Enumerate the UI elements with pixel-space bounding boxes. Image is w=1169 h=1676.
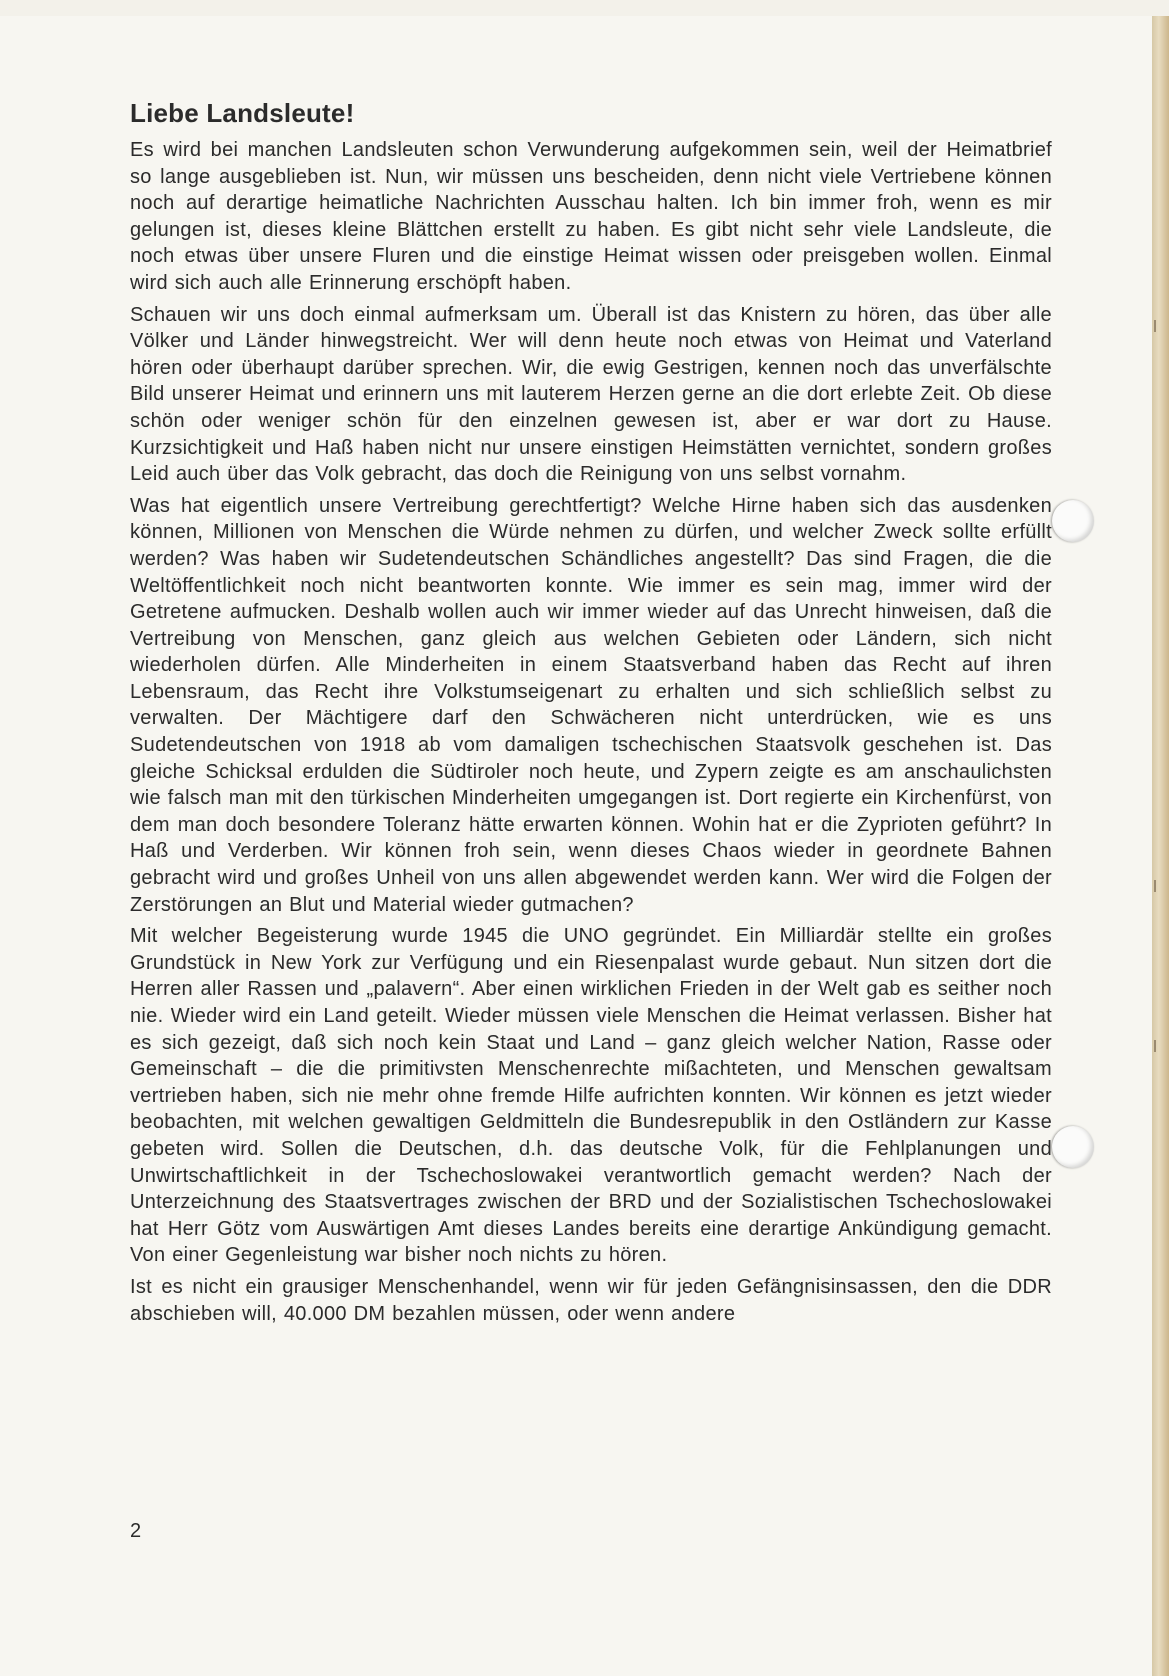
page-edge-mark	[1154, 320, 1162, 332]
paragraph: Schauen wir uns doch einmal aufmerksam um. Überall ist das Knistern zu hören, das über alle Völker und Länder hinwegstreicht. Wer will denn heute noch etwas von Heimat und Vaterland hören oder überhaupt darüber sprechen. Wir, die ewig Gestrigen, kennen noch das unverfälschte Bild unserer Heimat und erinnern uns mit lauterem Herzen gerne an die dort erlebte Zeit. Ob diese schön oder weniger schön für den einzelnen gewesen ist, aber er war dort zu Hause. Kurzsichtigkeit und Haß haben nicht nur unsere einstigen Heimstätten vernichtet, sondern großes Leid auch über das Volk gebracht, das doch die Reinigung von uns selbst vornahm.	[130, 303, 1052, 486]
page-edge-mark	[1154, 1040, 1162, 1052]
page-edge	[1152, 16, 1169, 1676]
paragraph: Ist es nicht ein grausiger Menschenhandel, wenn wir für jeden Gefängnisinsassen, den die DDR abschieben will, 40.000 DM bezahlen müssen, oder wenn andere	[130, 1275, 1052, 1325]
punch-hole	[1052, 500, 1094, 542]
paragraph: Was hat eigentlich unsere Vertreibung gerechtfertigt? Welche Hirne haben sich das ausdenken können, Millionen von Menschen die Würde nehmen zu dürfen, und welcher Zweck sollte erfüllt werden? Was haben wir Sudetendeutschen Schändliches angestellt? Das sind Fragen, die die Weltöffentlichkeit noch nicht beantworten konnte. Wie immer es sein mag, immer wird der Getretene aufmucken. Deshalb wollen auch wir immer wieder auf das Unrecht hinweisen, daß die Vertreibung von Menschen, ganz gleich aus welchen Gebieten oder Ländern, sich nicht wiederholen dürfen. Alle Minderheiten in einem Staatsverband haben das Recht auf ihren Lebensraum, das Recht ihre Volkstumseigenart zu erhalten und sich schließlich selbst zu verwalten. Der Mächtigere darf den Schwächeren nicht unterdrücken, wie es uns Sudetendeutschen von 1918 ab vom damaligen tschechischen Staatsvolk geschehen ist. Das gleiche Schicksal erdulden die Südtiroler noch heute, und Zypern zeigte es am anschaulichsten wie falsch man mit den türkischen Minderheiten umgegangen ist. Dort regierte ein Kirchenfürst, von dem man doch besondere Toleranz hätte erwarten können. Wohin hat er die Zyprioten geführt? In Haß und Verderben. Wir können froh sein, wenn dieses Chaos wieder in geordnete Bahnen gebracht wird und großes Unheil von uns allen abgewendet werden kann. Wer wird die Folgen der Zerstörungen an Blut und Material wieder gutmachen?	[130, 494, 1052, 916]
paragraph: Es wird bei manchen Landsleuten schon Verwunderung aufgekommen sein, weil der Heimatbrief so lange ausgeblieben ist. Nun, wir müssen uns bescheiden, denn nicht viele Vertriebene können noch auf derartige heimatliche Nachrichten Ausschau halten. Ich bin immer froh, wenn es mir gelungen ist, dieses kleine Blättchen erstellt zu haben. Es gibt nicht sehr viele Landsleute, die noch etwas über unsere Fluren und die einstige Heimat wissen oder preisgeben wollen. Einmal wird sich auch alle Erinnerung erschöpft haben.	[130, 139, 1052, 294]
page-number: 2	[130, 1520, 142, 1542]
page-edge-mark	[1154, 880, 1162, 892]
punch-hole	[1052, 1126, 1094, 1168]
letter-title: Liebe Landsleute!	[130, 98, 355, 128]
paragraph: Mit welcher Begeisterung wurde 1945 die UNO gegründet. Ein Milliardär stellte ein großes Grundstück in New York zur Verfügung und ein Riesenpalast wurde gebaut. Nun sitzen dort die Herren aller Rassen und „palavern“. Aber einen wirklichen Frieden in der Welt gab es seither noch nie. Wieder wird ein Land geteilt. Wieder müssen viele Menschen die Heimat verlassen. Bisher hat es sich gezeigt, daß sich noch kein Staat und Land – ganz gleich welcher Nation, Rasse oder Gemeinschaft – die die primitivsten Menschenrechte mißachteten, und Menschen gewaltsam vertrieben haben, sich nie mehr ohne fremde Hilfe aufrichten konnten. Wir können es jetzt wieder beobachten, mit welchen gewaltigen Geldmitteln die Bundesrepublik in den Ostländern zur Kasse gebeten wird. Sollen die Deutschen, d.h. das deutsche Volk, für die Fehlplanungen und Unwirtschaftlichkeit in der Tschechoslowakei verantwortlich gemacht werden? Nach der Unterzeichnung des Staatsvertrages zwischen der BRD und der Sozialistischen Tschechoslowakei hat Herr Götz vom Auswärtigen Amt dieses Landes bereits eine derartige Ankündigung gemacht. Von einer Gegenleistung war bisher noch nichts zu hören.	[130, 925, 1052, 1267]
letter-body	[130, 98, 1052, 1332]
